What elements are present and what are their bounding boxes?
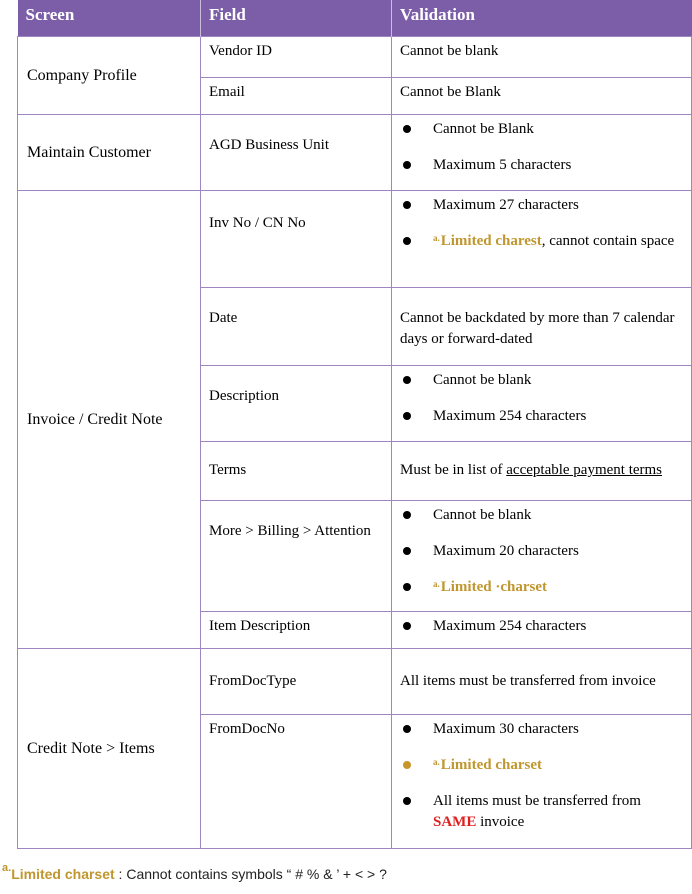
rule-text: Must be in list of (400, 462, 507, 478)
field-date: Date (201, 287, 392, 365)
limited-charset-term (433, 579, 547, 595)
field-terms: Terms (201, 441, 392, 500)
bullet-list (400, 719, 683, 833)
list-item (400, 755, 683, 776)
validation-terms (392, 441, 692, 500)
table-row (18, 190, 692, 287)
list-item: Maximum 5 characters (400, 155, 683, 176)
table-row (18, 114, 692, 190)
validation-table (17, 0, 692, 849)
field-from-doc-no: FromDocNo (201, 714, 392, 848)
limited-charset-label: Limited charset (440, 756, 542, 773)
footnote-mark: a. (2, 862, 12, 874)
bullet-list (400, 195, 683, 252)
rule-text: invoice (476, 813, 525, 830)
list-item: Cannot be blank (400, 370, 683, 391)
footnote-ref: a. (433, 578, 440, 589)
validation-email: Cannot be Blank (392, 77, 692, 114)
validation-item-description (392, 611, 692, 648)
screen-invoice-credit-note: Invoice / Credit Note (18, 190, 201, 648)
limited-charset-label: Limited charest (440, 232, 542, 249)
rule-text: All items must be transferred from (433, 792, 641, 809)
footnote (2, 862, 387, 882)
bullet-list (400, 119, 683, 176)
screen-company-profile: Company Profile (18, 36, 201, 114)
list-item (400, 791, 683, 833)
field-inv-no: Inv No / CN No (201, 190, 392, 287)
validation-inv-no (392, 190, 692, 287)
list-item: Maximum 20 characters (400, 541, 683, 562)
list-item: Maximum 30 characters (400, 719, 683, 740)
field-item-description: Item Description (201, 611, 392, 648)
header-screen: Screen (18, 0, 201, 36)
footnote-term: Limited charset (11, 866, 115, 882)
field-email: Email (201, 77, 392, 114)
list-item: Maximum 254 characters (400, 616, 683, 637)
list-item: Maximum 254 characters (400, 406, 683, 427)
validation-date: Cannot be backdated by more than 7 calendar days or forward-dated (392, 287, 692, 365)
footnote-text: : Cannot contains symbols “ # % & ’ + < > ? (114, 866, 387, 882)
validation-from-doc-no (392, 714, 692, 848)
bullet-list (400, 616, 683, 637)
validation-from-doc-type: All items must be transferred from invoice (392, 648, 692, 714)
validation-description (392, 365, 692, 441)
screen-credit-note-items: Credit Note > Items (18, 648, 201, 848)
field-vendor-id: Vendor ID (201, 36, 392, 77)
field-attention: More > Billing > Attention (201, 500, 392, 611)
limited-charset-label: Limited ·charset (440, 578, 547, 595)
footnote-ref: a. (433, 756, 440, 767)
screen-maintain-customer: Maintain Customer (18, 114, 201, 190)
header-field: Field (201, 0, 392, 36)
list-item: Cannot be blank (400, 505, 683, 526)
header-row (18, 0, 692, 36)
table-row (18, 36, 692, 77)
field-from-doc-type: FromDocType (201, 648, 392, 714)
table-row (18, 648, 692, 714)
limited-charset-term (433, 233, 542, 249)
rule-text: , cannot contain space (541, 232, 675, 249)
list-item: Cannot be Blank (400, 119, 683, 140)
bullet-list (400, 505, 683, 598)
list-item: Maximum 27 characters (400, 195, 683, 216)
bullet-list (400, 370, 683, 427)
field-description: Description (201, 365, 392, 441)
list-item (400, 577, 683, 598)
payment-terms-link[interactable]: acceptable payment terms (506, 462, 663, 478)
validation-vendor-id: Cannot be blank (392, 36, 692, 77)
footnote-ref: a. (433, 232, 440, 243)
validation-attention (392, 500, 692, 611)
validation-agd-business-unit (392, 114, 692, 190)
same-emphasis: SAME (433, 813, 477, 830)
list-item (400, 231, 683, 252)
header-validation: Validation (392, 0, 692, 36)
limited-charset-term (433, 757, 542, 773)
field-agd-business-unit: AGD Business Unit (201, 114, 392, 190)
